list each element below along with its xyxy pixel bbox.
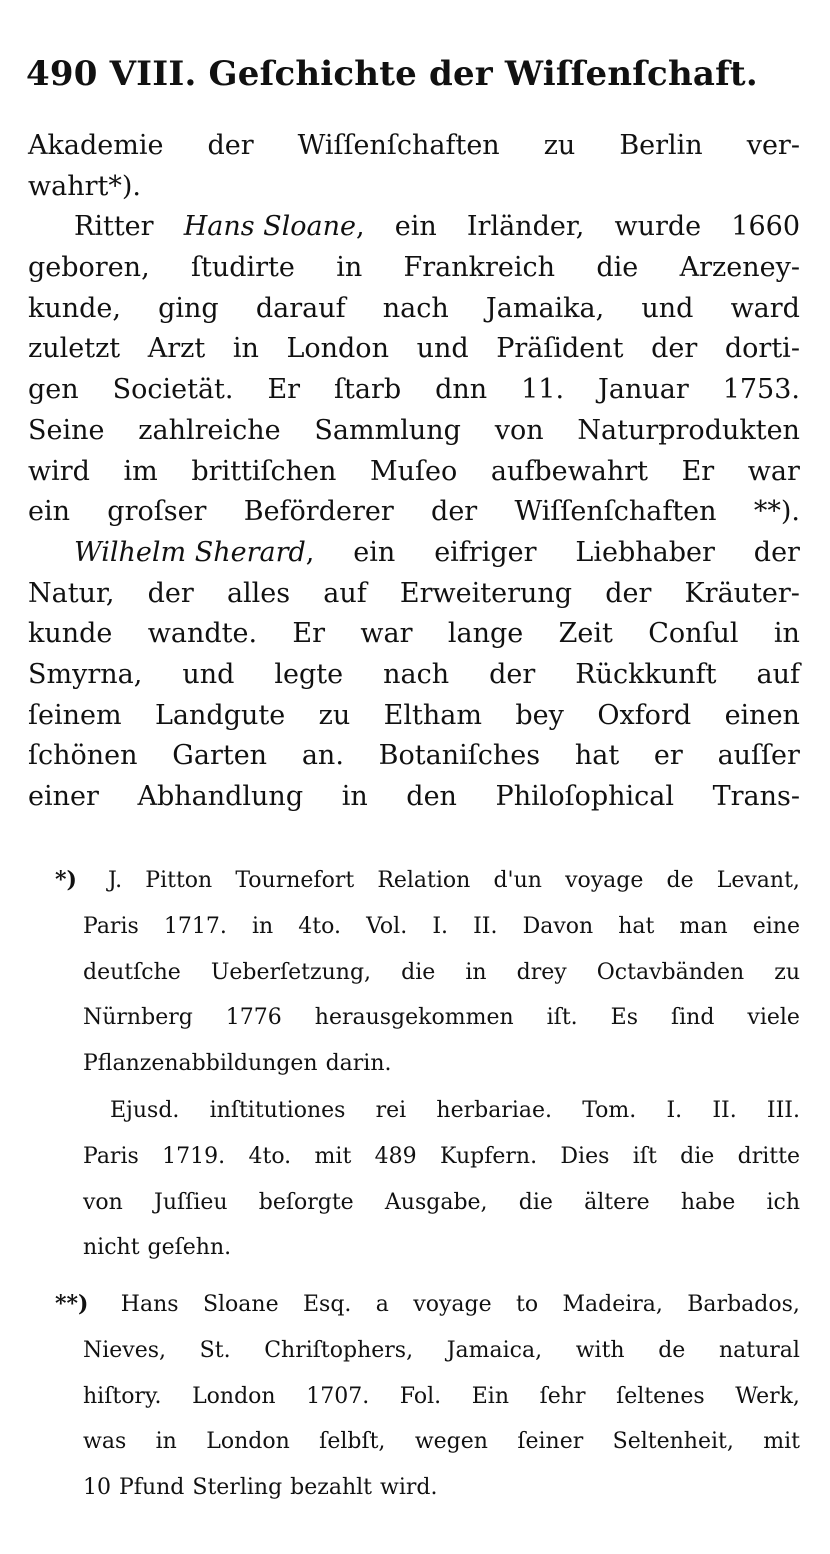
text-line	[28, 248, 800, 289]
word: mit	[763, 1429, 800, 1455]
text-line	[28, 574, 800, 615]
word: voyage	[565, 868, 644, 893]
word: 1719.	[162, 1143, 226, 1169]
footnote-line	[55, 1282, 800, 1328]
word: wird.	[380, 1475, 438, 1501]
word: ſtudirte	[190, 252, 295, 284]
word: herausgekommen	[314, 1005, 514, 1031]
word: 489	[374, 1143, 417, 1169]
footnote-tournefort	[55, 858, 800, 1087]
word: ſehr	[539, 1383, 586, 1409]
word: iſt	[632, 1143, 657, 1169]
word: Nieves,	[83, 1337, 167, 1363]
word: ich	[766, 1189, 800, 1215]
word: **).	[753, 496, 800, 528]
word: natural	[718, 1337, 800, 1363]
person-name: Hans Sloane	[183, 211, 357, 243]
word: kunde,	[28, 292, 121, 324]
word: drey	[516, 959, 567, 985]
footnote-line	[55, 1374, 800, 1420]
word: London	[192, 1383, 276, 1409]
word: Erweiterung	[399, 577, 573, 609]
word: ſind	[670, 1005, 715, 1031]
text-line	[28, 736, 800, 777]
word: Berlin	[619, 130, 703, 161]
word: Conſul	[648, 618, 739, 650]
word: ,	[305, 536, 315, 568]
text-line	[28, 696, 800, 737]
word: 1753.	[722, 374, 800, 406]
word: zu	[318, 699, 351, 731]
text-line	[28, 289, 800, 330]
word: beſorgte	[258, 1189, 354, 1215]
word: deutſche	[83, 959, 181, 985]
word: Naturprodukten	[577, 414, 800, 446]
name-with-comma	[184, 207, 365, 248]
word: Smyrna,	[28, 658, 143, 690]
word: Wiſſenſchaften	[297, 130, 500, 161]
word: wandte.	[147, 618, 258, 650]
word: die	[596, 252, 639, 284]
word: ſelbſt,	[319, 1429, 386, 1455]
word: ,	[356, 211, 365, 243]
word: wurde	[614, 211, 702, 243]
footnote-line	[55, 1180, 800, 1226]
footnote-tournefort-institutiones	[55, 1088, 800, 1271]
word: dritte	[737, 1143, 800, 1169]
footnote-line	[55, 950, 800, 996]
word: Octavbänden	[596, 959, 745, 985]
word: in	[341, 781, 368, 812]
word: Vol.	[366, 913, 408, 939]
text-line	[28, 533, 800, 574]
word: der	[431, 496, 478, 528]
word: Beförderer	[243, 496, 394, 528]
text-line	[28, 370, 800, 411]
word: dnn	[435, 374, 488, 406]
word: Er	[681, 455, 715, 487]
word: darauf	[255, 292, 346, 324]
word: der	[753, 536, 800, 568]
word: Es	[610, 1005, 638, 1031]
word: St.	[199, 1337, 231, 1363]
word: zu	[543, 130, 576, 161]
word: Seine	[28, 414, 105, 446]
word: hat	[574, 740, 620, 772]
word: und	[641, 292, 694, 324]
word: Eltham	[383, 699, 482, 731]
word: Jamaika,	[485, 292, 605, 324]
word: ging	[158, 292, 219, 324]
word: Hans	[120, 1292, 179, 1317]
word: Landgute	[155, 699, 286, 731]
word: geboren,	[28, 252, 150, 284]
word: die	[401, 959, 436, 985]
word: eifriger	[434, 536, 537, 568]
word: Barbados,	[687, 1292, 800, 1317]
word: Akademie	[28, 130, 164, 161]
text-line	[28, 614, 800, 655]
person-name: Wilhelm Sherard	[74, 536, 306, 568]
word: hiſtory.	[83, 1383, 162, 1409]
word: auf	[756, 658, 800, 690]
word: ſtarb	[334, 374, 402, 406]
word: wird	[28, 455, 90, 487]
word: Er	[292, 618, 326, 650]
word: Er	[267, 374, 301, 406]
word: an.	[301, 740, 344, 772]
word: Esq.	[302, 1292, 352, 1317]
word: eine	[752, 913, 800, 939]
word: legte	[274, 658, 344, 690]
running-title: VIII. Geſchichte der Wiſſenſchaft.	[109, 54, 758, 94]
word: ſeiner	[517, 1429, 584, 1455]
word: auſſer	[717, 740, 800, 772]
word: Chriſtophers,	[264, 1337, 414, 1363]
word: II.	[473, 913, 498, 939]
word: Davon	[522, 913, 594, 939]
text-line	[28, 126, 800, 167]
word: wegen	[414, 1429, 488, 1455]
word: aufbewahrt	[490, 455, 648, 487]
word: war	[360, 618, 413, 650]
word: ein	[28, 496, 71, 528]
word: Madeira,	[562, 1292, 663, 1317]
word: bey	[515, 699, 564, 731]
word: der	[605, 577, 652, 609]
word: einen	[724, 699, 800, 731]
word: de	[666, 868, 694, 893]
word: Jamaica,	[446, 1337, 543, 1363]
word: Kupfern.	[440, 1143, 538, 1169]
word: von	[494, 414, 544, 446]
word: der	[147, 577, 194, 609]
word: war	[747, 455, 800, 487]
running-header	[26, 52, 806, 96]
word: to	[516, 1292, 539, 1317]
word: nicht	[83, 1235, 140, 1261]
word: und	[182, 658, 235, 690]
word: Abhandlung	[137, 781, 304, 812]
word: J.	[108, 868, 123, 893]
word: in	[773, 618, 800, 650]
word: Juſſieu	[154, 1189, 228, 1215]
word: hat	[618, 913, 655, 939]
word: brittiſchen	[191, 455, 337, 487]
word: Sterling	[192, 1475, 283, 1501]
word: Arzt	[147, 333, 206, 365]
word: Zeit	[558, 618, 613, 650]
word: ältere	[584, 1189, 650, 1215]
name-with-comma	[74, 533, 314, 574]
word: zuletzt	[28, 333, 121, 365]
footnote-line	[55, 1134, 800, 1180]
footnote-sloane	[55, 1282, 800, 1511]
word: a	[375, 1292, 389, 1317]
word: lange	[447, 618, 524, 650]
word: d'un	[493, 868, 542, 893]
footnote-marker: **)	[55, 1291, 89, 1317]
word: viele	[747, 1005, 800, 1031]
word: Pflanzenabbildungen	[83, 1051, 318, 1077]
word: kunde	[28, 618, 113, 650]
word: Paris	[83, 1143, 139, 1169]
word: Ausgabe,	[384, 1189, 488, 1215]
word: geſehn.	[147, 1235, 232, 1261]
word: Arzeney-	[679, 252, 800, 284]
word: bezahlt	[290, 1475, 373, 1501]
footnote-line	[55, 1088, 800, 1134]
word: Natur,	[28, 577, 115, 609]
word: wahrt*).	[28, 170, 141, 202]
word: Paris	[83, 913, 139, 939]
footnote-line	[55, 1419, 800, 1465]
word: in	[232, 333, 259, 365]
word: rei	[375, 1098, 407, 1123]
word: Ejusd.	[110, 1098, 180, 1123]
word: 1707.	[306, 1383, 370, 1409]
text-line	[28, 207, 800, 248]
word: Botaniſches	[378, 740, 541, 772]
word: III.	[766, 1098, 800, 1123]
word: herbariae.	[436, 1098, 552, 1123]
word: Ritter	[74, 211, 154, 243]
word: Pitton	[145, 868, 213, 893]
word: ſeinem	[28, 699, 122, 731]
word: Kräuter-	[684, 577, 800, 609]
text-line	[28, 777, 800, 818]
word: mit	[314, 1143, 352, 1169]
word: Dies	[560, 1143, 610, 1169]
word: Levant,	[716, 868, 800, 893]
word: die	[680, 1143, 715, 1169]
word: der	[489, 658, 536, 690]
word: Ueberſetzung,	[210, 959, 372, 985]
text-line	[28, 167, 800, 208]
word: nach	[382, 292, 449, 324]
word: er	[653, 740, 683, 772]
word: man	[679, 913, 728, 939]
word: ward	[730, 292, 800, 324]
word: in	[251, 913, 274, 939]
word: ſchönen	[28, 740, 138, 772]
footnote-line	[55, 1225, 800, 1271]
word: ein	[394, 211, 437, 243]
word: von	[83, 1189, 123, 1215]
word: und	[416, 333, 469, 365]
word: habe	[680, 1189, 736, 1215]
word: den	[406, 781, 457, 812]
word: der	[207, 130, 254, 161]
word: Seltenheit,	[612, 1429, 734, 1455]
word: Societät.	[112, 374, 234, 406]
word: 11.	[521, 374, 565, 406]
word: der	[651, 333, 698, 365]
word: Liebhaber	[575, 536, 715, 568]
word: 1660	[731, 211, 800, 243]
word: Frankreich	[403, 252, 556, 284]
footnote-line	[55, 1465, 800, 1511]
word: Fol.	[399, 1383, 442, 1409]
text-line	[28, 452, 800, 493]
word: 4to.	[298, 913, 341, 939]
word: groſser	[107, 496, 207, 528]
word: die	[518, 1189, 553, 1215]
body-text	[28, 126, 800, 818]
word: 4to.	[248, 1143, 292, 1169]
word: Sloane	[202, 1292, 279, 1317]
word: Irländer,	[466, 211, 585, 243]
word: im	[123, 455, 158, 487]
word: Oxford	[597, 699, 692, 731]
word: in	[155, 1429, 177, 1455]
word: Trans-	[712, 781, 800, 812]
word: Tournefort	[235, 868, 355, 893]
word: Sammlung	[314, 414, 461, 446]
word: ver-	[746, 130, 800, 161]
footnote-marker: *)	[55, 867, 77, 893]
word: Muſeo	[370, 455, 458, 487]
footnote-line	[55, 858, 800, 904]
footnote-line	[55, 995, 800, 1041]
word: einer	[28, 781, 99, 812]
word: Relation	[377, 868, 471, 893]
word: Tom.	[582, 1098, 637, 1123]
word: alles	[226, 577, 291, 609]
word: 10	[83, 1475, 111, 1501]
word: with	[575, 1337, 625, 1363]
footnote-line	[55, 1041, 800, 1087]
word: iſt.	[546, 1005, 578, 1031]
word: Garten	[172, 740, 268, 772]
word: Nürnberg	[83, 1005, 193, 1031]
word: Pfund	[119, 1475, 185, 1501]
text-line	[28, 329, 800, 370]
word: Philoſophical	[495, 781, 675, 812]
text-line	[28, 655, 800, 696]
word: London	[206, 1429, 290, 1455]
word: in	[465, 959, 487, 985]
word: in	[336, 252, 363, 284]
word: nach	[383, 658, 450, 690]
word: I.	[666, 1098, 683, 1123]
word: Wiſſenſchaften	[514, 496, 717, 528]
footnote-line	[55, 1328, 800, 1374]
word: dorti-	[724, 333, 800, 365]
word: zahlreiche	[138, 414, 281, 446]
word: darin.	[325, 1051, 392, 1077]
word: zu	[774, 959, 800, 985]
page-number: 490	[26, 54, 98, 94]
text-line	[28, 411, 800, 452]
word: auf	[323, 577, 367, 609]
word: II.	[712, 1098, 737, 1123]
word: de	[658, 1337, 686, 1363]
word: Werk,	[735, 1383, 800, 1409]
word: gen	[28, 374, 79, 406]
word: London	[286, 333, 389, 365]
word: Präſident	[496, 333, 624, 365]
word: inſtitutiones	[209, 1098, 346, 1123]
word: 1717.	[163, 913, 227, 939]
word: voyage	[413, 1292, 492, 1317]
word: 1776	[225, 1005, 282, 1031]
text-line	[28, 492, 800, 533]
word: ſeltenes	[616, 1383, 705, 1409]
word: Januar	[598, 374, 689, 406]
word: Ein	[471, 1383, 510, 1409]
footnote-line	[55, 904, 800, 950]
word: Rückkunft	[575, 658, 717, 690]
word: I.	[432, 913, 448, 939]
word: was	[83, 1429, 127, 1455]
word: ein	[353, 536, 396, 568]
